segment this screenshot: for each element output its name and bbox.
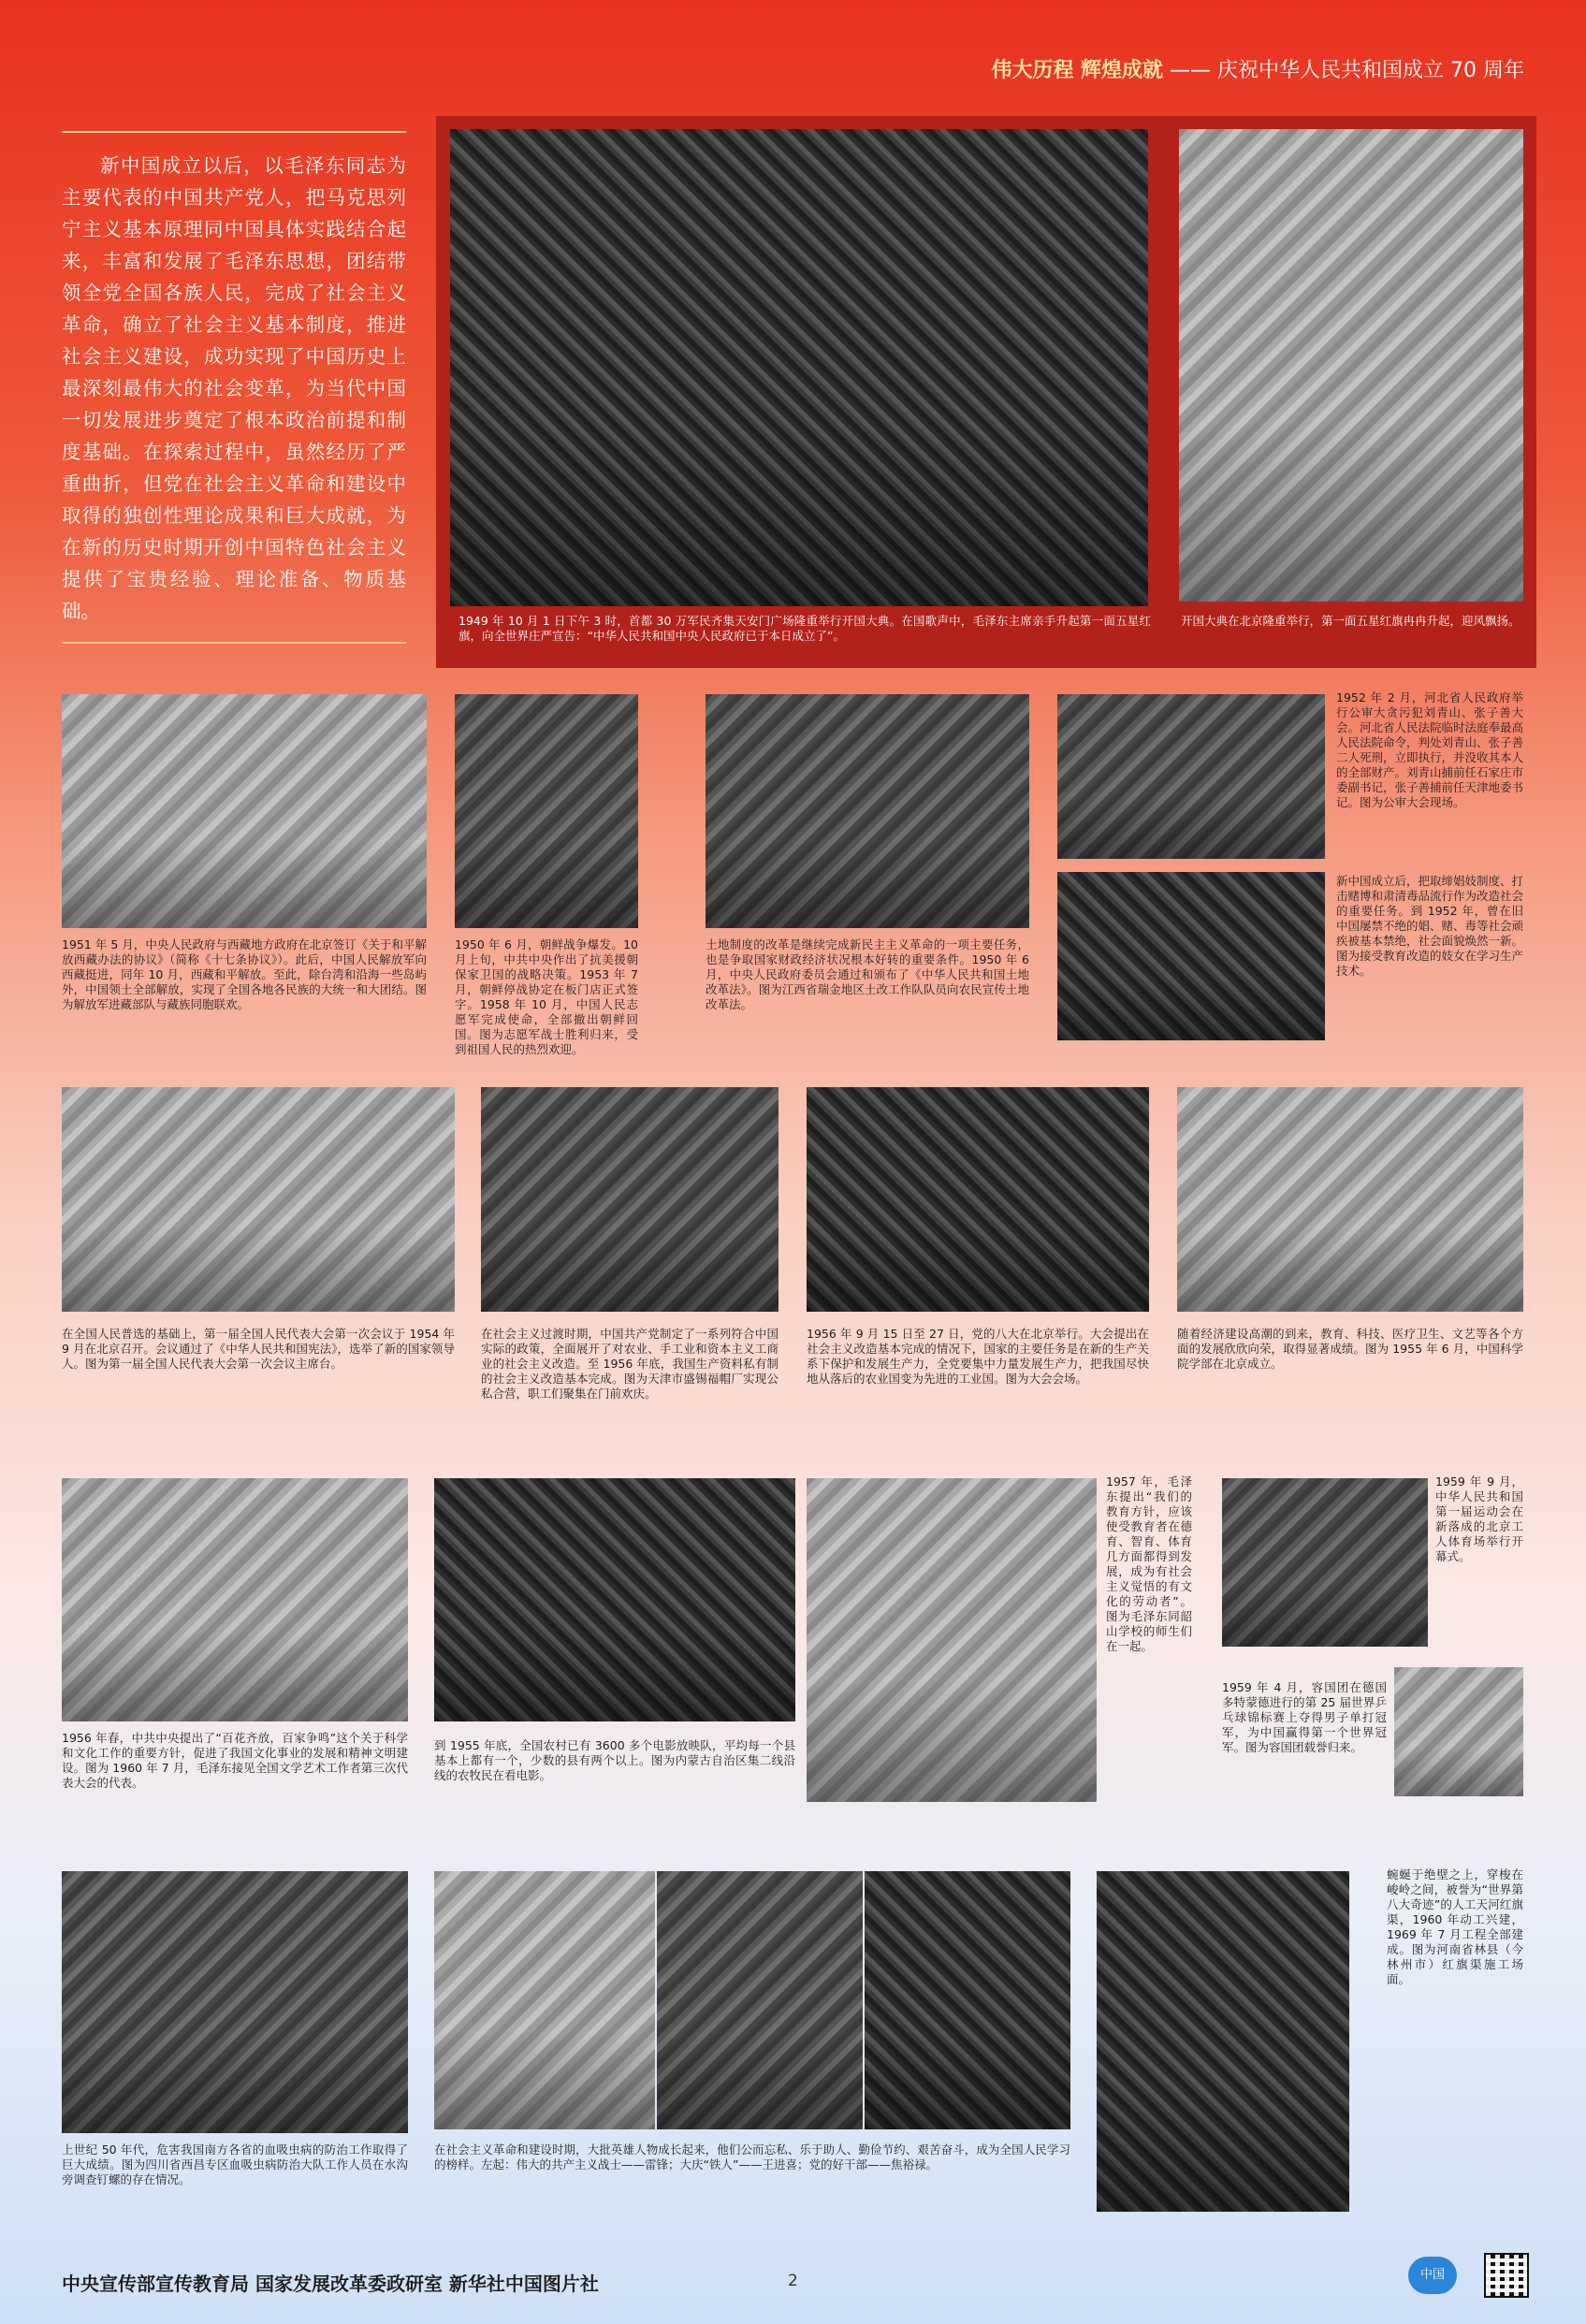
page-number: 2 bbox=[788, 2272, 798, 2290]
caption-science: 随着经济建设高潮的到来，教育、科技、医疗卫生、文艺等各个方面的发展欣欣向荣，取得显著成绩。图为 1955 年 6 月，中国科学院学部在北京成立。 bbox=[1177, 1327, 1523, 1371]
artists-meeting-photo bbox=[62, 1478, 408, 1721]
caption-national-games: 1959 年 9 月，中华人民共和国第一届运动会在新落成的北京工人体育场举行开幕式。 bbox=[1435, 1474, 1523, 1563]
qr-code-icon bbox=[1486, 2255, 1527, 2296]
public-trial-photo bbox=[1057, 694, 1325, 859]
caption-heroes: 在社会主义革命和建设时期，大批英雄人物成长起来，他们公而忘私、乐于助人、勤俭节约、艰苦奋斗，成为全国人民学习的榜样。左起：伟大的共产主义战士——雷锋；大庆“铁人”——王进喜；党的好干部——焦裕禄。 bbox=[434, 2142, 1070, 2171]
caption-schistosomiasis: 上世纪 50 年代，危害我国南方各省的血吸虫病的防治工作取得了巨大成绩。图为四川省西昌专区血吸虫病防治大队工作人员在水沟旁调查钉螺的存在情况。 bbox=[62, 2142, 408, 2186]
jiao-yulu-photo bbox=[865, 1871, 1070, 2129]
intro-text: 新中国成立以后，以毛泽东同志为主要代表的中国共产党人，把马克思列宁主义基本原理同中国具体实践结合起来，丰富和发展了毛泽东思想，团结带领全党全国各族人民，完成了社会主义革命，确立了社会主义基本制度，推进社会主义建设，成功实现了中国历史上最深刻最伟大的社会变革，为当代中国一切发展进步奠定了根本政治前提和制度基础。在探索过程中，虽然经历了严重曲折，但党在社会主义革命和建设中取得的独创性理论成果和巨大成就，为在新的历史时期开创中国特色社会主义提供了宝贵经验、理论准备、物质基础。 bbox=[62, 154, 406, 622]
schistosomiasis-photo bbox=[62, 1871, 408, 2133]
tibet-photo bbox=[62, 694, 427, 928]
rural-film-photo bbox=[434, 1478, 795, 1721]
flag-raising-photo bbox=[1179, 129, 1523, 602]
lei-feng-photo bbox=[434, 1871, 655, 2129]
wang-jinxi-photo bbox=[657, 1871, 863, 2129]
reeducation-photo bbox=[1057, 872, 1325, 1040]
caption-flag: 开国大典在北京隆重举行，第一面五星红旗冉冉升起，迎风飘扬。 bbox=[1181, 614, 1521, 628]
science-academy-photo bbox=[1177, 1087, 1523, 1312]
caption-npc: 在全国人民普选的基础上，第一届全国人民代表大会第一次会议于 1954 年 9 月在北京召开。会议通过了《中华人民共和国宪法》，选举了新的国家领导人。图为第一届全国人民代表大会第一次会议主席台。 bbox=[62, 1327, 455, 1371]
intro-bottom-rule bbox=[62, 642, 406, 644]
caption-korea: 1950 年 6 月，朝鲜战争爆发。10 月上旬，中共中央作出了抗美援朝保家卫国的战略决策。1953 年 7 月，朝鲜停战协定在板门店正式签字。1958 年 10 月，中国人民志愿军完成使命，全部撤出朝鲜回国。图为志愿军战士胜利归来，受到祖国人民的热烈欢迎。 bbox=[455, 937, 638, 1056]
page-header bbox=[991, 54, 1524, 83]
caption-education: 1957 年，毛泽东提出“我们的教育方针，应该使受教育者在德育、智育、体育几方面都得到发展，成为有社会主义觉悟的有文化的劳动者”。图为毛泽东同韶山学校的师生们在一起。 bbox=[1106, 1474, 1192, 1653]
header-title-bold: 伟大历程 辉煌成就 bbox=[991, 59, 1164, 82]
founding-ceremony-photo bbox=[450, 129, 1148, 606]
caption-hundred-flowers: 1956 年春，中共中央提出了“百花齐放，百家争鸣”这个关于科学和文化工作的重要方针，促进了我国文化事业的发展和精神文明建设。图为 1960 年 7 月，毛泽东接见全国文学艺术工作者第三次代表大会的代表。 bbox=[62, 1731, 408, 1790]
caption-corruption: 1952 年 2 月，河北省人民政府举行公审大贪污犯刘青山、张子善大会。河北省人民法院临时法庭奉最高人民法院命令，判处刘青山、张子善二人死刑，立即执行，并没收其本人的全部财产。刘青山捕前任石家庄市委副书记，张子善捕前任天津地委书记。图为公审大会现场。 bbox=[1336, 690, 1524, 809]
transformation-photo bbox=[481, 1087, 778, 1312]
shaoshan-school-photo bbox=[807, 1478, 1097, 1802]
national-games-photo bbox=[1222, 1478, 1428, 1647]
korea-photo bbox=[455, 694, 638, 928]
header-title-rest: —— 庆祝中华人民共和国成立 70 周年 bbox=[1170, 59, 1524, 82]
caption-land-reform: 土地制度的改革是继续完成新民主主义革命的一项主要任务，也是争取国家财政经济状况根本好转的重要条件。1950 年 6 月，中央人民政府委员会通过和颁布了《中华人民共和国土地改革法》。图为江西省瑞金地区土改工作队队员向农民宣传土地改革法。 bbox=[706, 937, 1029, 1011]
red-flag-canal-photo bbox=[1097, 1871, 1349, 2212]
eighth-congress-photo bbox=[807, 1087, 1149, 1312]
caption-film: 到 1955 年底，全国农村已有 3600 多个电影放映队，平均每一个县基本上都有一个，少数的县有两个以上。图为内蒙古自治区集二线沿线的农牧民在看电影。 bbox=[434, 1738, 795, 1782]
rong-guotuan-photo bbox=[1394, 1667, 1523, 1796]
caption-transformation: 在社会主义过渡时期，中国共产党制定了一系列符合中国实际的政策，全面展开了对农业、手工业和资本主义工商业的社会主义改造。至 1956 年底，我国生产资料私有制的社会主义改造基本完成。图为天津市盛锡福帽厂实现公私合营，职工们聚集在门前欢庆。 bbox=[481, 1327, 778, 1401]
caption-canal: 蜿蜒于绝壁之上，穿梭在峻岭之间，被誉为“世界第八大奇迹”的人工天河红旗渠，1960 年动工兴建，1969 年 7 月工程全部建成。图为河南省林县（今林州市）红旗渠施工场面。 bbox=[1387, 1867, 1523, 1986]
china-logo-icon: 中国 bbox=[1408, 2257, 1457, 2294]
intro-top-rule bbox=[62, 131, 406, 133]
caption-social: 新中国成立后，把取缔娼妓制度、打击赌博和肃清毒品流行作为改造社会的重要任务。到 1952 年，曾在旧中国屡禁不绝的娼、赌、毒等社会顽疾被基本禁绝，社会面貌焕然一新。图为接受教育改造的妓女在学习生产技术。 bbox=[1336, 874, 1524, 978]
caption-pingpong: 1959 年 4 月，容国团在德国多特蒙德进行的第 25 届世界乒乓球锦标赛上夺得男子单打冠军，为中国赢得第一个世界冠军。图为容国团载誉归来。 bbox=[1222, 1680, 1387, 1754]
footer-organizations: 中央宣传部宣传教育局 国家发展改革委政研室 新华社中国图片社 bbox=[62, 2273, 599, 2295]
caption-eighth-congress: 1956 年 9 月 15 日至 27 日，党的八大在北京举行。大会提出在社会主义改造基本完成的情况下，国家的主要任务是在新的生产关系下保护和发展生产力，全党要集中力量发展生产力，把我国尽快地从落后的农业国变为先进的工业国。图为大会会场。 bbox=[807, 1327, 1149, 1386]
caption-tibet: 1951 年 5 月，中央人民政府与西藏地方政府在北京签订《关于和平解放西藏办法的协议》（简称《十七条协议》）。此后，中国人民解放军向西藏挺进，同年 10 月，西藏和平解放。至此，除台湾和沿海一些岛屿外，中国领土全部解放，实现了全国各地各民族的大统一和大团结。图为解放军进藏部队与藏族同胞联欢。 bbox=[62, 937, 427, 1011]
land-reform-photo bbox=[706, 694, 1029, 928]
npc-session-photo bbox=[62, 1087, 455, 1312]
caption-founding: 1949 年 10 月 1 日下午 3 时，首都 30 万军民齐集天安门广场隆重举行开国大典。在国歌声中，毛泽东主席亲手升起第一面五星红旗，向全世界庄严宣告：“中华人民共和国中央人民政府已于本日成立了”。 bbox=[458, 614, 1151, 643]
